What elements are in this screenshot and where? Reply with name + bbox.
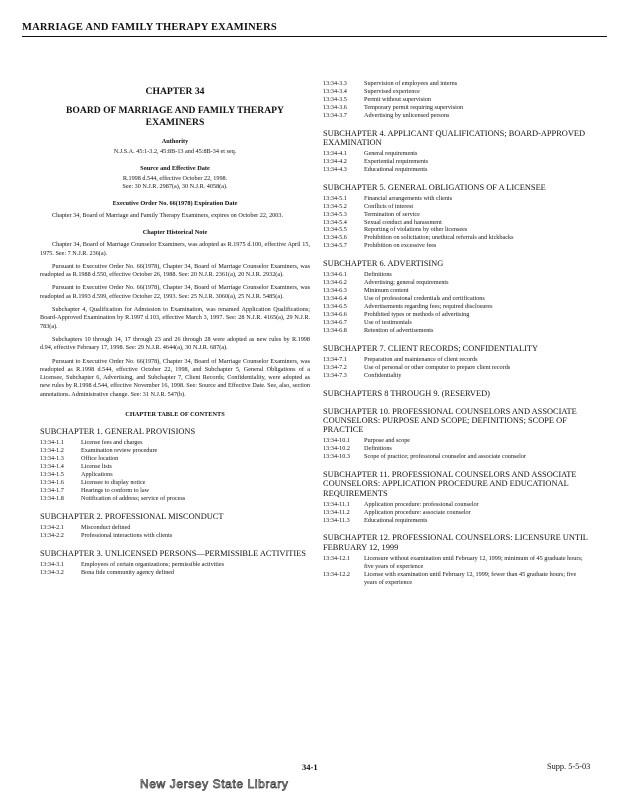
toc-entry-title: Prohibition on excessive fees <box>364 242 437 250</box>
toc-entry <box>323 211 590 219</box>
toc-entry <box>323 437 590 445</box>
history-paragraph: Pursuant to Executive Order No. 66(1978), Chapter 34, Board of Marriage Counselor Examiners, was readopted as R.1993 d.599, effective October 22, 1993. See: 25 N.J.R. 3060(a), 25 N.J.R. 5485(a). <box>40 284 310 300</box>
toc-entry-title: Use of testimonials <box>364 318 412 326</box>
toc-entry <box>323 158 590 166</box>
toc-entry-number: 13:34-10.3 <box>323 453 350 461</box>
toc-entry <box>40 471 310 479</box>
toc-entry-number: 13:34-7.2 <box>323 363 347 371</box>
toc-entry-number: 13:34-3.3 <box>323 80 347 87</box>
toc-entry <box>323 279 590 287</box>
toc-entry-number: 13:34-5.5 <box>323 226 347 234</box>
subchapter-title: SUBCHAPTER 6. ADVERTISING <box>323 259 444 269</box>
toc-entry-title: Licensure without examination until February 12, 1999; minimum of 45 graduate hours; five years of experience <box>364 554 583 570</box>
toc-entry <box>40 447 310 455</box>
subchapter-entries <box>323 437 590 461</box>
toc-entry-title: Termination of service <box>364 210 420 218</box>
toc-entry <box>323 104 590 112</box>
toc-entry-title: Educational requirements <box>364 516 428 524</box>
toc-entry-number: 13:34-3.4 <box>323 87 347 95</box>
toc-entry-number: 13:34-2.2 <box>40 531 64 539</box>
toc-entry-title: Financial arrangements with clients <box>364 194 453 202</box>
subchapter-entries <box>323 271 590 334</box>
subchapter-title: SUBCHAPTER 4. APPLICANT QUALIFICATIONS; BOARD-APPROVED EXAMINATION <box>323 128 586 147</box>
toc-entry-title: License lists <box>81 462 112 470</box>
history-paragraph: Chapter 34, Board of Marriage Counselor Examiners, was adopted as R.1975 d.100, effective April 15, 1975. See: 7 N.J.R. 236(a). <box>40 241 310 257</box>
toc-entry <box>323 96 590 104</box>
toc-entry <box>323 517 590 525</box>
toc-entry-number: 13:34-5.4 <box>323 218 347 226</box>
toc-entry-number: 13:34-4.3 <box>323 165 347 173</box>
toc-entry-number: 13:34-12.1 <box>323 554 350 562</box>
toc-entry <box>323 356 590 364</box>
executive-order-text: Chapter 34, Board of Marriage and Family Therapy Examiners, expires on October 22, 2003. <box>52 212 283 219</box>
toc-entry-title: Advertising by unlicensed persons <box>364 111 450 119</box>
page-number: 34-1 <box>302 762 318 772</box>
toc-entry-title: Purpose and scope <box>364 437 411 445</box>
toc-entry-number: 13:34-10.1 <box>323 437 350 445</box>
source-heading: Source and Effective Date <box>140 165 210 172</box>
history-paragraph: Pursuant to Executive Order No. 66(1978), Chapter 34, Board of Marriage Counselor Examiners, was readopted as R.1998 d.544, effective October 22, 1998, and Subchapter 5, General Obligations of a Licensee, Subchapter 6, Advertising, and Subchapter 7, Client Records; Confidentiality, were adopted as new rules by R.1998 d.544, effective November 16, 1998. See: Source and Effective Date. See, also, section annotations. Administrative change. See: 31 N.J.R. 547(b). <box>40 357 310 398</box>
subchapter-title: SUBCHAPTER 5. GENERAL OBLIGATIONS OF A LICENSEE <box>323 182 546 192</box>
toc-entry-title: Permit without supervision <box>364 95 432 103</box>
toc-entry <box>323 195 590 203</box>
toc-entry-title: Office location <box>81 455 119 463</box>
toc-entry-number: 13:34-1.2 <box>40 447 64 455</box>
toc-entry <box>40 569 310 577</box>
toc-entry-number: 13:34-1.7 <box>40 486 64 494</box>
toc-entry-number: 13:34-6.1 <box>323 271 347 279</box>
source-line-1: R.1998 d.544, effective October 22, 1998. <box>122 175 228 182</box>
left-column <box>40 72 310 577</box>
subchapter-title: SUBCHAPTER 3. UNLICENSED PERSONS—PERMISSIBLE ACTIVITIES <box>40 548 306 558</box>
toc-entry-number: 13:34-7.1 <box>323 355 347 363</box>
toc-entry-title: Experiential requirements <box>364 157 429 165</box>
toc-entry-title: Preparation and maintenance of client records <box>364 355 478 363</box>
toc-entry <box>323 372 590 380</box>
toc-entry <box>323 271 590 279</box>
toc-entry-title: License with examination until February 12, 1999; fewer than 45 graduate hours; five years of experience <box>364 570 577 586</box>
toc-entry-title: Advertising; general requirements <box>364 279 449 287</box>
subchapter-entries <box>40 524 310 540</box>
toc-entry-number: 13:34-5.3 <box>323 210 347 218</box>
toc-entry-title: Supervised experience <box>364 87 420 95</box>
toc-entry-number: 13:34-11.1 <box>323 500 350 508</box>
toc-entry-title: Notification of address; service of process <box>81 494 186 502</box>
toc-entry-number: 13:34-6.7 <box>323 318 347 326</box>
subchapter-entries <box>323 195 590 250</box>
toc-entry-title: Application procedure: associate counselor <box>364 508 471 516</box>
toc-entry <box>40 463 310 471</box>
history-heading: Chapter Historical Note <box>142 229 208 237</box>
toc-entry <box>323 327 590 335</box>
toc-entry <box>323 150 590 158</box>
toc-entry-title: Hearings to conform to law <box>81 486 150 494</box>
subchapter-title: SUBCHAPTER 10. PROFESSIONAL COUNSELORS AND ASSOCIATE COUNSELORS: PURPOSE AND SCOPE; DEFINITIONS; SCOPE OF PRACTICE <box>323 406 577 435</box>
toc-entry-number: 13:34-1.1 <box>40 439 64 447</box>
toc-entry <box>323 501 590 509</box>
toc-continued-entries <box>323 80 590 120</box>
toc-entry-number: 13:34-1.8 <box>40 494 64 502</box>
toc-entry <box>323 203 590 211</box>
toc-entry-number: 13:34-6.6 <box>323 310 347 318</box>
subchapter-entries <box>323 501 590 525</box>
authority-text: N.J.S.A. 45:1-3.2, 45:8B-13 and 45:8B-34 et seq. <box>113 148 237 155</box>
toc-entry-title: Minimum content <box>364 287 409 295</box>
toc-entry-title: Applications <box>81 470 113 478</box>
toc-entry <box>40 487 310 495</box>
history-paragraph: Subchapter 4, Qualification for Admission to Examination, was renamed Application Qualifications; Board-Approved Examination by R.1997 d.103, effective March 3, 1997. See: 28 N.J.R. 4165(a), 29 N.J.R. 783(a). <box>40 306 310 330</box>
toc-entry-number: 13:34-4.1 <box>323 149 347 157</box>
subchapter-entries <box>323 555 590 587</box>
toc-entry-title: General requirements <box>364 149 418 157</box>
toc-entry-number: 13:34-3.1 <box>40 560 64 568</box>
toc-entry-title: Use of professional credentials and certifications <box>364 295 485 303</box>
toc-entry-title: Sexual conduct and harassment <box>364 218 442 226</box>
toc-entry <box>323 88 590 96</box>
toc-entry-title: Advertisements regarding fees; required disclosures <box>364 303 493 311</box>
toc-entry-title: Professional interactions with clients <box>81 531 173 539</box>
source-line-2: See: 30 N.J.R. 2987(a), 30 N.J.R. 4058(a). <box>122 183 228 190</box>
toc-entry-number: 13:34-12.2 <box>323 570 350 578</box>
history-paragraph: Subchapters 10 through 14, 17 through 23 and 26 through 28 were adopted as new rules by R.1998 d.94, effective February 17, 1998. See: 29 N.J.R. 4644(a), 30 N.J.R. 687(a). <box>40 335 310 352</box>
right-column <box>323 80 590 586</box>
toc-entry-number: 13:34-7.3 <box>323 371 347 379</box>
toc-entry-title: Scope of practice; professional counselor and associate counselor <box>364 453 527 461</box>
chapter-title: BOARD OF MARRIAGE AND FAMILY THERAPY EXAMINERS <box>66 105 284 128</box>
toc-entry-number: 13:34-10.2 <box>323 445 350 453</box>
toc-entry-title: Definitions <box>364 271 392 279</box>
toc-entry-title: Definitions <box>364 445 392 453</box>
toc-entry-number: 13:34-6.3 <box>323 287 347 295</box>
toc-entry-number: 13:34-5.2 <box>323 202 347 210</box>
library-stamp: New Jersey State Library <box>140 777 289 791</box>
toc-entry-title: Prohibited types or methods of advertising <box>364 310 470 318</box>
toc-entry <box>323 234 590 242</box>
toc-entry-title: Supervision of employees and interns <box>364 80 458 87</box>
toc-entry <box>323 226 590 234</box>
toc-left <box>40 427 310 576</box>
toc-entry <box>323 219 590 227</box>
toc-entry <box>323 311 590 319</box>
toc-entry-title: Examination review procedure <box>81 447 158 455</box>
toc-entry-number: 13:34-5.6 <box>323 234 347 242</box>
toc-entry <box>323 287 590 295</box>
toc-entry <box>40 524 310 532</box>
toc-entry-number: 13:34-5.1 <box>323 194 347 202</box>
toc-entry <box>40 455 310 463</box>
toc-entry-title: Licensee to display notice <box>81 478 146 486</box>
toc-entry-number: 13:34-6.2 <box>323 279 347 287</box>
toc-entry-title: Prohibition on solicitation; unethical referrals and kickbacks <box>364 234 514 242</box>
toc-entry-title: Bona fide community agency defined <box>81 568 175 576</box>
toc-entry <box>323 319 590 327</box>
toc-entry-number: 13:34-11.2 <box>323 508 350 516</box>
toc-entry <box>323 364 590 372</box>
toc-entry-number: 13:34-1.6 <box>40 478 64 486</box>
toc-entry-number: 13:34-3.6 <box>323 103 347 111</box>
subchapter-title: SUBCHAPTER 1. GENERAL PROVISIONS <box>40 427 196 437</box>
subchapter-title: SUBCHAPTER 7. CLIENT RECORDS; CONFIDENTIALITY <box>323 343 539 353</box>
toc-entry-number: 13:34-5.7 <box>323 242 347 250</box>
chapter-number: CHAPTER 34 <box>145 86 205 97</box>
history-paragraph: Pursuant to Executive Order No. 66(1978), Chapter 34, Board of Marriage Counselor Examiners, was readopted as R.1988 d.550, effective October 26, 1988. See: 20 N.J.R. 2361(a), 20 N.J.R. 2932(a). <box>40 262 310 279</box>
toc-entry <box>323 112 590 120</box>
subchapter-entries <box>323 356 590 380</box>
toc-entry-title: Retention of advertisements <box>364 326 434 334</box>
toc-entry-title: License fees and charges <box>81 439 143 447</box>
toc-entry-title: Educational requirements <box>364 165 428 173</box>
toc-entry <box>323 509 590 517</box>
toc-entry-number: 13:34-4.2 <box>323 157 347 165</box>
toc-entry-number: 13:34-1.5 <box>40 470 64 478</box>
toc-heading: CHAPTER TABLE OF CONTENTS <box>125 411 225 419</box>
toc-entry <box>323 295 590 303</box>
toc-entry <box>40 561 310 569</box>
executive-order-heading: Executive Order No. 66(1978) Expiration Date <box>112 200 238 207</box>
toc-entry-number: 13:34-3.5 <box>323 95 347 103</box>
toc-entry <box>40 479 310 487</box>
subchapter-entries <box>40 439 310 502</box>
toc-entry-number: 13:34-6.8 <box>323 326 347 334</box>
authority-heading: Authority <box>161 138 189 145</box>
toc-entry-title: Employees of certain organizations; permissible activities <box>81 560 225 568</box>
running-header: MARRIAGE AND FAMILY THERAPY EXAMINERS <box>22 22 607 37</box>
toc-entry-title: Application procedure: professional counselor <box>364 500 479 508</box>
subchapter-title: SUBCHAPTERS 8 THROUGH 9. (RESERVED) <box>323 388 490 398</box>
toc-entry <box>40 532 310 540</box>
toc-entry <box>323 303 590 311</box>
toc-entry <box>323 242 590 250</box>
toc-entry <box>40 439 310 447</box>
toc-entry-number: 13:34-6.4 <box>323 295 347 303</box>
toc-entry-number: 13:34-1.4 <box>40 462 64 470</box>
toc-entry-title: Conflicts of interest <box>364 202 414 210</box>
toc-entry-title: Use of personal or other computer to prepare client records <box>364 363 511 371</box>
toc-entry <box>323 166 590 174</box>
toc-entry-title: Misconduct defined <box>81 523 131 531</box>
subchapter-entries <box>323 150 590 174</box>
toc-entry <box>323 453 590 461</box>
subchapter-title: SUBCHAPTER 11. PROFESSIONAL COUNSELORS AND ASSOCIATE COUNSELORS: APPLICATION PROCEDURE AND EDUCATIONAL REQUIREMENTS <box>323 470 577 498</box>
toc-entry-number: 13:34-2.1 <box>40 523 64 531</box>
toc-entry-number: 13:34-6.5 <box>323 303 347 311</box>
toc-entry-number: 13:34-11.3 <box>323 516 350 524</box>
subchapter-entries <box>40 561 310 577</box>
toc-entry-title: Temporary permit requiring supervision <box>364 103 464 111</box>
toc-entry-number: 13:34-3.2 <box>40 568 64 576</box>
toc-entry-number: 13:34-1.3 <box>40 455 64 463</box>
toc-entry-title: Reporting of violations by other licensees <box>364 226 468 234</box>
toc-entry-number: 13:34-3.7 <box>323 111 347 119</box>
toc-entry <box>323 80 590 88</box>
toc-entry <box>323 571 590 587</box>
toc-right <box>323 129 590 587</box>
toc-entry <box>40 495 310 503</box>
supplement-date: Supp. 5-5-03 <box>547 762 591 771</box>
subchapter-title: SUBCHAPTER 2. PROFESSIONAL MISCONDUCT <box>40 511 224 521</box>
toc-entry <box>323 445 590 453</box>
subchapter-title: SUBCHAPTER 12. PROFESSIONAL COUNSELORS: LICENSURE UNTIL FEBRUARY 12, 1999 <box>323 533 588 552</box>
toc-entry <box>323 555 590 571</box>
toc-entry-title: Confidentiality <box>364 371 402 379</box>
